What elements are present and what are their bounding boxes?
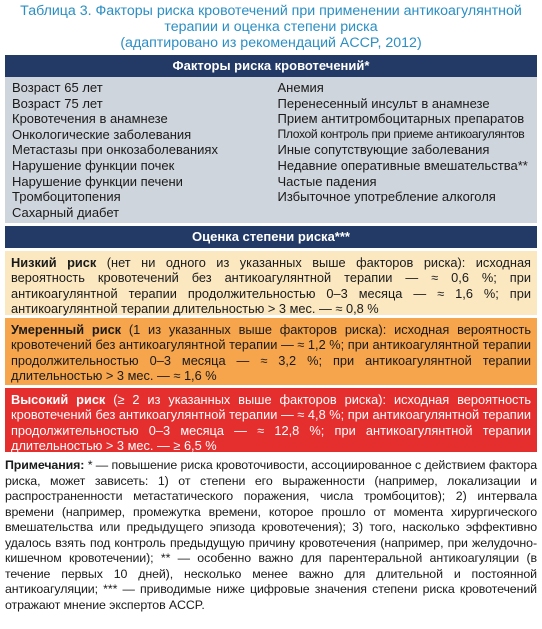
risk-moderate-block bbox=[5, 318, 537, 385]
risk-high-block bbox=[5, 388, 537, 452]
factor-item: Возраст 75 лет bbox=[12, 95, 103, 111]
factor-item: Кровотечения в анамнезе bbox=[12, 111, 168, 127]
factor-item: Тромбоцитопения bbox=[12, 189, 121, 205]
factor-item: Прием антитромбоцитарных препаратов bbox=[277, 111, 525, 127]
factor-item: Иные сопутствующие заболевания bbox=[277, 142, 490, 158]
factor-item: Метастазы при онкозаболеваниях bbox=[12, 142, 218, 158]
factor-item: Нарушение функции почек bbox=[12, 157, 175, 173]
risk-low-text: (нет ни одного из указанных выше факторов риска): исходная вероятность кровотечений без антикоагулянтной терапии — ≈ 0,6 %; при антикоагулянтной терапии продолжительностью 0–3 месяца — ≈ 1,6 %; при антикоагулянтной терапии длительностью > 3 мес. — ≈ 0,8 % bbox=[11, 255, 531, 317]
factor-item: Избыточное употребление алкоголя bbox=[277, 189, 496, 205]
factor-item: Частые падения bbox=[277, 173, 377, 189]
risk-high-text: (≥ 2 из указанных выше факторов риска): исходная вероятность кровотечений без антикоагулянтной терапии — ≈ 4,8 %; при антикоагулянтной терапии продолжительностью 0–3 месяца — ≈ 12,8 %; при антикоагулянтной терапии длительностью > 3 мес. — ≥ 6,5 % bbox=[11, 392, 531, 454]
factors-right-column bbox=[266, 80, 532, 219]
risk-moderate-label: Умеренный риск bbox=[11, 322, 122, 337]
factor-item: Анемия bbox=[277, 80, 324, 95]
factors-header: Факторы риска кровотечений* bbox=[5, 55, 537, 77]
risk-moderate-text: (1 из указанных выше факторов риска): исходная вероятность кровотечений без антикоагулянтной терапии — ≈ 1,2 %; при антикоагулянтной терапии продолжительностью 0–3 месяца — ≈ 3,2 %; при антикоагулянтной терапии длительностью > 3 мес. — ≈ 1,6 % bbox=[11, 322, 531, 384]
assessment-header: Оценка степени риска*** bbox=[5, 226, 537, 248]
notes bbox=[5, 458, 537, 613]
risk-high-label: Высокий риск bbox=[11, 392, 106, 407]
risk-low-block bbox=[5, 251, 537, 315]
factor-item: Возраст 65 лет bbox=[12, 80, 103, 95]
notes-text: * — повышение риска кровоточивости, ассоциированное с действием фактора риска, может зависеть: 1) от степени его выраженности (например, локализации и распространенности метастатического поражения, числа тромбоцитов); 2) интервала времени (например, промежутка времени, которое прошло от момента хирургического вмешательства или предыдущего эпизода кровотечения); 3) того, насколько эффективно удалось взять под контроль предыдущую причину кровотечения (например, при желудочно-кишечном кровотечении); ** — особенно важно для парентеральной антикоагуляции (в течение первых 10 дней), несколько менее важно для длительной и постоянной антикоагуляции; *** — приводимые ниже цифровые значения степени риска кровотечений отражают мнение экспертов ACCP. bbox=[5, 458, 537, 612]
factor-item: Перенесенный инсульт в анамнезе bbox=[277, 95, 490, 111]
risk-low-label: Низкий риск bbox=[11, 255, 97, 270]
factors-list bbox=[5, 77, 537, 223]
factor-item: Нарушение функции печени bbox=[12, 173, 183, 189]
table-title bbox=[2, 3, 540, 51]
factor-item: Недавние оперативные вмешательства** bbox=[277, 157, 528, 173]
title-line-1: Таблица 3. Факторы риска кровотечений при применении антикоагулянтной bbox=[20, 3, 522, 19]
factors-left-column bbox=[12, 80, 266, 219]
factor-item: Онкологические заболевания bbox=[12, 126, 192, 142]
title-line-2: терапии и оценка степени риска bbox=[164, 19, 378, 35]
title-line-3: (адаптировано из рекомендаций ACCP, 2012) bbox=[120, 35, 422, 51]
notes-label: Примечания: bbox=[5, 458, 85, 472]
factor-item: Плохой контроль при приеме антикоагулянтов bbox=[277, 126, 525, 141]
factor-item: Сахарный диабет bbox=[12, 204, 120, 220]
